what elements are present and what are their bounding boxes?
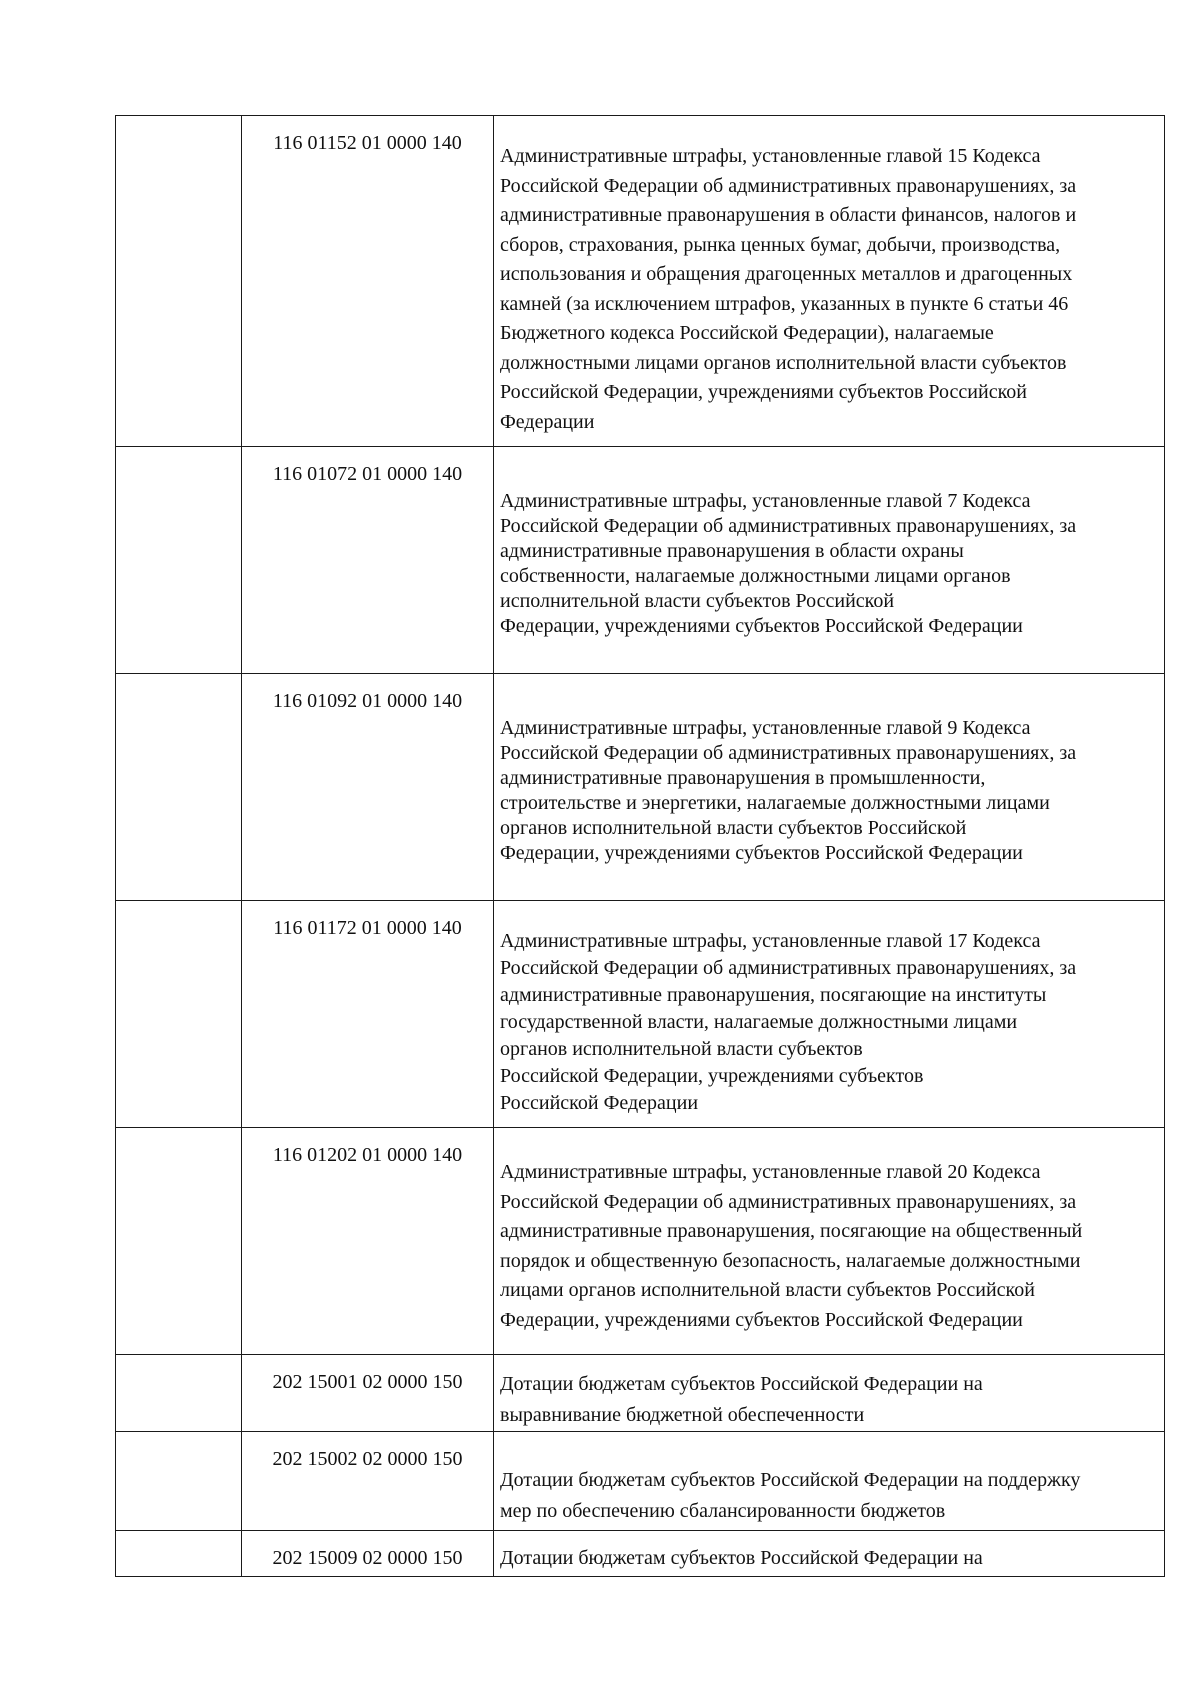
budget-code-cell: 116 01172 01 0000 140 xyxy=(242,901,494,1128)
description-text: Дотации бюджетам субъектов Российской Федерации на поддержку мер по обеспечению сбалансированности бюджетов xyxy=(500,1469,1081,1522)
description-text: Административные штрафы, установленные главой 15 Кодекса Российской Федерации об административных правонарушениях, за административные правонарушения в области финансов, налогов и сборов, страхования, рынка ценных бумаг, добычи, производства, использования и обращения драгоценных металлов и драгоценных камней (за исключением штрафов, указанных в пункте 6 статьи 46 Бюджетного кодекса Российской Федерации), налагаемые должностными лицами органов исполнительной власти субъектов Российской Федерации, учреждениями субъектов Российской Федерации xyxy=(500,145,1077,433)
table-row xyxy=(116,1531,1165,1577)
description-cell xyxy=(494,901,1165,1128)
table-row xyxy=(116,674,1165,901)
budget-code-cell: 202 15009 02 0000 150 xyxy=(242,1531,494,1577)
row-number-cell xyxy=(116,901,242,1128)
budget-code-cell: 116 01202 01 0000 140 xyxy=(242,1128,494,1355)
table-row xyxy=(116,1128,1165,1355)
budget-classification-table xyxy=(115,115,1165,1577)
description-cell xyxy=(494,1432,1165,1531)
table-row xyxy=(116,1432,1165,1531)
table-row xyxy=(116,1355,1165,1432)
budget-code-cell: 202 15001 02 0000 150 xyxy=(242,1355,494,1432)
description-cell xyxy=(494,674,1165,901)
description-text: Дотации бюджетам субъектов Российской Федерации на выравнивание бюджетной обеспеченности xyxy=(500,1373,983,1426)
row-number-cell xyxy=(116,1355,242,1432)
description-text: Административные штрафы, установленные главой 17 Кодекса Российской Федерации об административных правонарушениях, за административные правонарушения, посягающие на институты государственной власти, налагаемые должностными лицами органов исполнительной власти субъектов Российской Федерации, учреждениями субъектов Российской Федерации xyxy=(500,930,1077,1114)
budget-code-cell: 202 15002 02 0000 150 xyxy=(242,1432,494,1531)
description-cell xyxy=(494,447,1165,674)
budget-code-cell: 116 01152 01 0000 140 xyxy=(242,116,494,447)
description-cell xyxy=(494,1128,1165,1355)
description-text: Административные штрафы, установленные главой 9 Кодекса Российской Федерации об административных правонарушениях, за административные правонарушения в промышленности, строительстве и энергетики, налагаемые должностными лицами органов исполнительной власти субъектов Российской Федерации, учреждениями субъектов Российской Федерации xyxy=(500,717,1077,864)
row-number-cell xyxy=(116,447,242,674)
row-number-cell xyxy=(116,1128,242,1355)
description-text: Административные штрафы, установленные главой 7 Кодекса Российской Федерации об административных правонарушениях, за административные правонарушения в области охраны собственности, налагаемые должностными лицами органов исполнительной власти субъектов Российской Федерации, учреждениями субъектов Российской Федерации xyxy=(500,490,1077,637)
table-row xyxy=(116,116,1165,447)
row-number-cell xyxy=(116,674,242,901)
description-text: Дотации бюджетам субъектов Российской Федерации на xyxy=(500,1547,983,1569)
row-number-cell xyxy=(116,116,242,447)
row-number-cell xyxy=(116,1432,242,1531)
description-cell xyxy=(494,1355,1165,1432)
table-row xyxy=(116,447,1165,674)
budget-code-cell: 116 01092 01 0000 140 xyxy=(242,674,494,901)
description-cell xyxy=(494,1531,1165,1577)
budget-code-cell: 116 01072 01 0000 140 xyxy=(242,447,494,674)
row-number-cell xyxy=(116,1531,242,1577)
description-text: Административные штрафы, установленные главой 20 Кодекса Российской Федерации об административных правонарушениях, за административные правонарушения, посягающие на общественный порядок и общественную безопасность, налагаемые должностными лицами органов исполнительной власти субъектов Российской Федерации, учреждениями субъектов Российской Федерации xyxy=(500,1161,1083,1331)
table-row xyxy=(116,901,1165,1128)
description-cell xyxy=(494,116,1165,447)
